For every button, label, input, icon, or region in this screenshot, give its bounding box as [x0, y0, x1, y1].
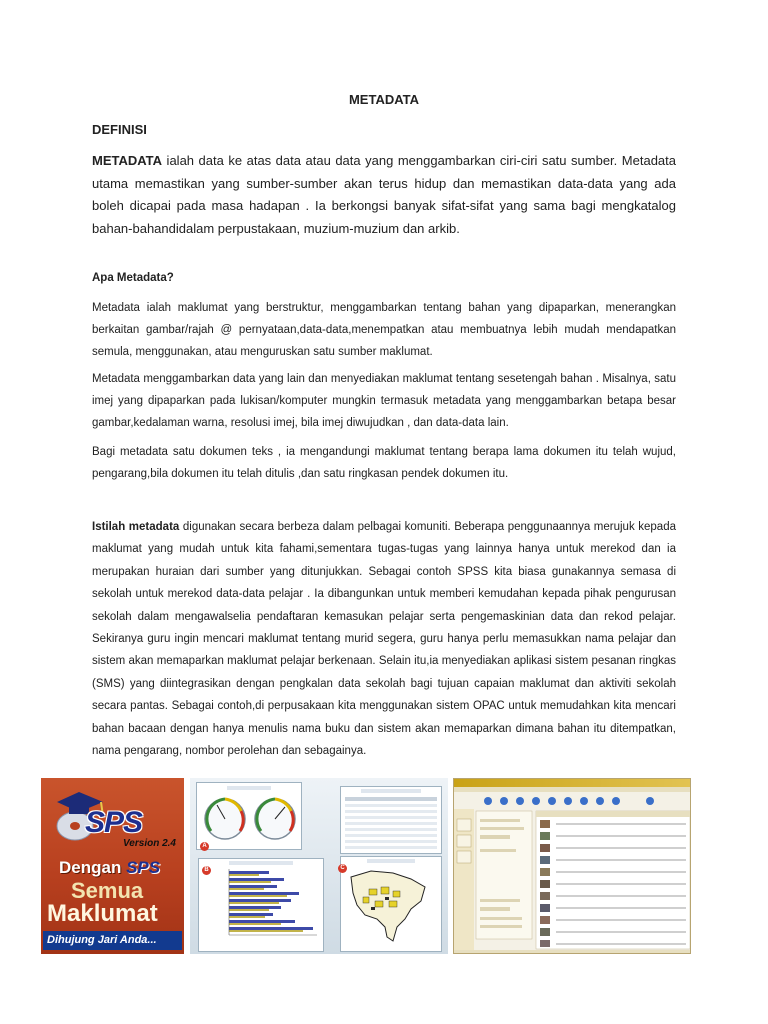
table-panel: [340, 786, 442, 854]
paragraph-definition: [92, 150, 676, 240]
sps-promo-image: [41, 778, 184, 954]
bar-chart-graphic: [199, 859, 323, 951]
sps-tagline-4: Dihujung Jari Anda...: [43, 931, 182, 950]
page-title: METADATA: [348, 92, 420, 107]
table-graphic: [341, 787, 441, 853]
istilah-text: digunakan secara berbeza dalam pelbagai komuniti. Beberapa penggunaannya merujuk kepada maklumat yang mudah untuk kita fahami,sementara tugas-tugas yang lainnya hanya untuk merekod dan ia merupakan huraian dari sumber yang ditunjukkan. Sebagai contoh SPSS kita biasa gunakannya semasa di sekolah untuk merekod data-data pelajar . Ia dibangunkan untuk memberi kemudahan kepada pihak pengurusan sekolah dalam mengawalselia pendaftaran kemasukan pelajar serta pengemaskinian data dan rekod pelajar. Sekiranya guru ingin mencari maklumat tentang murid segera, guru hanya perlu memasukkan nama pelajar dan sistem akan memaparkan maklumat pelajar berkenaan. Selain itu,ia menyediakan aplikasi sistem pesanan ringkas (SMS) yang diintegrasikan dengan pengkalan data sekolah bagi tujuan capaian maklumat dan aktiviti sekolah secara pantas. Sebagai contoh,di perpusakaan kita menggunakan sistem OPAC untuk memudahkan kita mencari bahan bacaan dengan hanya menulis nama buku dan sistem akan memaparkan dimana bahan itu ditempatkan, nama pengarang, nombor perolehan dan sebagainya.: [92, 521, 676, 758]
software-window-graphic: [454, 779, 691, 954]
paragraph-apa-3: Bagi metadata satu dokumen teks , ia mengandungi maklumat tentang berapa lama dokumen itu telah wujud, pengarang,bila dokumen itu telah ditulis ,dan satu ringkasan pendek dokumen itu.: [92, 446, 676, 480]
sps-tagline-3: Maklumat: [47, 900, 158, 927]
paragraph-istilah: [92, 516, 676, 762]
bar-chart-panel: [198, 858, 324, 952]
term-istilah-metadata: Istilah metadata: [92, 521, 180, 533]
gauge-icon: [197, 783, 301, 849]
heading-apa-metadata: Apa Metadata?: [92, 272, 174, 284]
term-metadata: METADATA: [92, 153, 163, 168]
heading-definisi: DEFINISI: [92, 122, 147, 137]
paragraph-apa-2: Metadata menggambarkan data yang lain dan menyediakan maklumat tentang sesetengah bahan . Misalnya, satu imej yang dipaparkan pada lukisan/komputer mungkin termasuk metadata yang menggambarkan betapa besar gambar,kedalaman warna, resolusi imej, bila imej diwujudkan , dan data-data lain.: [92, 373, 676, 429]
paragraph-apa-1: Metadata ialah maklumat yang berstruktur, menggambarkan tentang bahan yang dipaparkan, menerangkan berkaitan gambar/rajah @ pernyataan,data-data,menempatkan atau membuatnya lebih mudah mendapatkan semula, menggunakan, atau menguruskan satu sumber maklumat.: [92, 302, 676, 358]
gauges-panel: [196, 782, 302, 850]
definition-text: ialah data ke atas data atau data yang menggambarkan ciri-ciri satu sumber. Metadata utama memastikan yang sumber-sumber akan terus hidup dan memastikan data-data yang ada boleh dicapai pada masa hadapan . Ia berkongsi banyak sifat-sifat yang sama bagi mengkatalog bahan-bahandidalam perpustakaan, muzium-muzium dan arkib.: [92, 153, 676, 236]
sps-tagline-2: Semua: [71, 878, 144, 903]
sps-version: Version 2.4: [123, 838, 176, 849]
badge-a: A: [200, 842, 209, 851]
software-screenshot-image: [453, 778, 691, 954]
dashboard-screenshot-image: [190, 778, 448, 954]
badge-b: B: [202, 866, 211, 875]
map-graphic: [341, 857, 441, 951]
map-panel: [340, 856, 442, 952]
sps-logo: SPS: [85, 806, 143, 839]
badge-c: C: [338, 864, 347, 873]
sps-tagline-1: Dengan SPS: [59, 858, 161, 877]
